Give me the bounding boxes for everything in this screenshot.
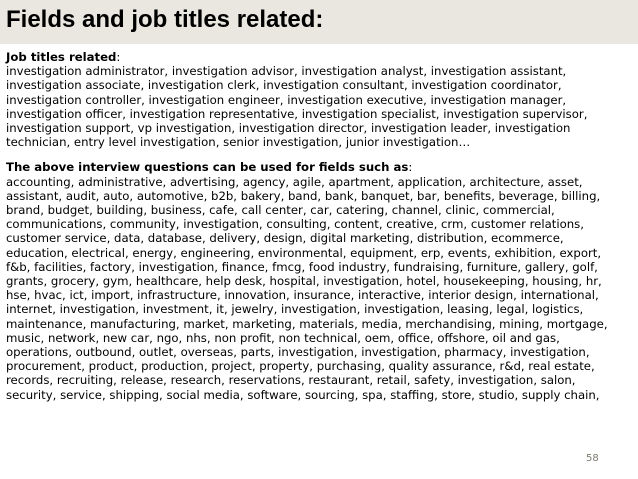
job-titles-line: investigation support, vp investigation, investigation director, investigation leader, investigation: [6, 121, 571, 136]
job-titles-line: investigation associate, investigation clerk, investigation consultant, investigation coordinator,: [6, 78, 562, 93]
fields-line: security, service, shipping, social media, software, sourcing, spa, staffing, store, studio, supply chain,: [6, 387, 600, 402]
title-band: [0, 0, 638, 44]
job-titles-line: investigation controller, investigation engineer, investigation executive, investigation manager,: [6, 92, 567, 107]
fields-line: music, network, new car, ngo, nhs, non profit, non technical, oem, office, offshore, oil and gas,: [6, 330, 560, 345]
fields-line: maintenance, manufacturing, market, marketing, materials, media, merchandising, mining, mortgage,: [6, 316, 608, 331]
job-titles-line: technician, entry level investigation, senior investigation, junior investigation…: [6, 135, 471, 150]
slide-title: Fields and job titles related:: [6, 6, 324, 33]
fields-line: f&b, facilities, factory, investigation, finance, fmcg, food industry, fundraising, furniture, gallery, golf,: [6, 259, 598, 274]
job-titles-label-colon: :: [116, 50, 121, 64]
job-titles-paragraph: [6, 64, 632, 149]
fields-line: assistant, audit, auto, automotive, b2b, bakery, band, bank, banquet, bar, benefits, beverage, billing,: [6, 188, 601, 203]
fields-paragraph: [6, 175, 632, 402]
job-titles-label: Job titles related: [6, 50, 117, 64]
fields-line: records, recruiting, release, research, reservations, restaurant, retail, safety, investigation, salon,: [6, 373, 576, 388]
fields-line: hse, hvac, ict, import, infrastructure, innovation, insurance, interactive, interior design, international,: [6, 288, 599, 303]
fields-line: brand, budget, building, business, cafe, call center, car, catering, channel, clinic, commercial,: [6, 203, 555, 218]
section-spacer: [6, 149, 632, 160]
fields-line: customer service, data, database, delivery, design, digital marketing, distribution, ecommerce,: [6, 231, 564, 246]
fields-line: communications, community, investigation, consulting, content, creative, crm, customer relations,: [6, 217, 584, 232]
fields-label-colon: :: [408, 160, 413, 175]
slide-content: [6, 50, 632, 402]
fields-line: grants, grocery, gym, healthcare, help desk, hospital, investigation, hotel, housekeeping, housing, hr,: [6, 274, 602, 289]
fields-line: accounting, administrative, advertising, agency, agile, apartment, application, architecture, asset,: [6, 174, 583, 189]
fields-line: operations, outbound, outlet, overseas, parts, investigation, investigation, pharmacy, investigation,: [6, 345, 590, 360]
page-number: 58: [586, 453, 599, 464]
fields-line: procurement, product, production, project, property, purchasing, quality assurance, r&d, real estate,: [6, 359, 595, 374]
fields-heading: [6, 160, 632, 174]
job-titles-heading: [6, 50, 632, 64]
job-titles-line: investigation administrator, investigation advisor, investigation analyst, investigation assistant,: [6, 64, 567, 79]
fields-line: education, electrical, energy, engineering, environmental, equipment, erp, events, exhibition, export,: [6, 245, 602, 260]
fields-line: internet, investigation, investment, it, jewelry, investigation, investigation, leasing, legal, logistics,: [6, 302, 584, 317]
fields-label: The above interview questions can be used for fields such as: [6, 160, 409, 175]
job-titles-line: investigation officer, investigation representative, investigation specialist, investigation supervisor,: [6, 106, 588, 121]
